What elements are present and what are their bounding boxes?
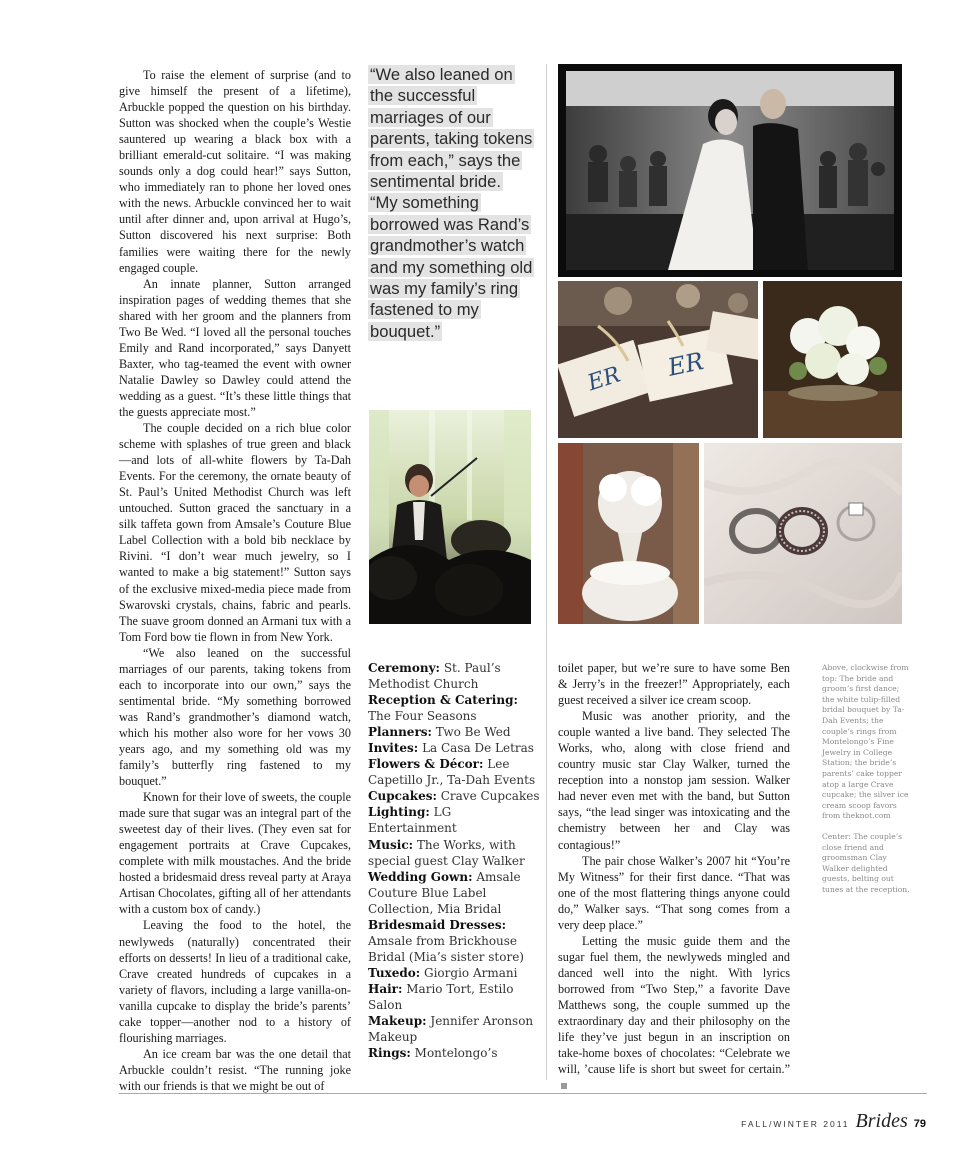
place-cards-photo xyxy=(558,281,758,438)
resource-entry xyxy=(368,981,543,1013)
resource-label: Lighting: xyxy=(368,805,430,820)
svg-text:ER: ER xyxy=(584,362,624,397)
resource-value: Giorgio Armani xyxy=(424,965,518,980)
resource-entry xyxy=(368,660,543,692)
paragraph: “We also leaned on the successful marriages of our parents, taking tokens from each to incorporate into our own,” says the sentimental bride. “My something borrowed was Rand’s grandmother’s diamond watch, which his mother also wore for her vows 30 years ago, and my something old was my family’s butterfly ring fastened to my bouquet.” xyxy=(119,645,351,789)
resource-label: Tuxedo: xyxy=(368,965,421,980)
magazine-logo: Brides xyxy=(855,1110,908,1132)
resource-value: The Works, with special guest Clay Walker xyxy=(368,837,525,868)
resource-label: Reception & Catering: xyxy=(368,693,518,708)
resource-entry xyxy=(368,965,543,981)
resource-label: Wedding Gown: xyxy=(368,869,473,884)
pull-quote-text: “We also leaned on the successful marriages of our parents, taking tokens from each,” says the sentimental bride. “My something borrowed was Rand’s grandmother’s watch and my something old was my family’s ring fastened to my bouquet.” xyxy=(370,65,533,341)
resource-value: Montelongo’s xyxy=(414,1046,498,1061)
paragraph: Leaving the food to the hotel, the newlyweds (naturally) concentrated their efforts on desserts! In lieu of a traditional cake, Crave created hundreds of cupcakes in a variety of flavors, including a large vanilla-on-vanilla cupcake to display the bride’s parents’ cake topper—another nod to a history of flourishing marriages. xyxy=(119,918,351,1045)
resource-entry xyxy=(368,869,543,917)
resource-value: Amsale Couture Blue Label Collection, Mia Bridal xyxy=(368,869,521,916)
resource-label: Flowers & Décor: xyxy=(368,757,484,772)
resource-label: Hair: xyxy=(368,981,403,996)
resource-value: Lee Capetillo Jr., Ta-Dah Events xyxy=(368,757,536,788)
svg-text:ER: ER xyxy=(665,347,707,382)
photo-captions xyxy=(822,663,912,905)
resource-entry xyxy=(368,917,543,965)
paragraph: An ice cream bar was the one detail that Arbuckle couldn’t resist. “The running joke with our friends is that we might be out of xyxy=(119,1046,351,1093)
paragraph: Known for their love of sweets, the couple made sure that sugar was an integral part of the sweetest day of their lives. (They even sat for engagement portraits at Crave Cupcakes, complete with milk moustaches. And the bride hosted a bridesmaid dress reveal party at Araya Artisan Chocolates, gifting all of her attendants with a custom box of candy.) xyxy=(119,790,351,917)
cake-topper-photo xyxy=(558,443,699,624)
page-number: 79 xyxy=(913,1118,926,1130)
resource-value: La Casa De Letras xyxy=(422,741,534,756)
resource-entry xyxy=(368,1013,543,1045)
resource-value: The Four Seasons xyxy=(368,709,477,724)
resource-value: Jennifer Aronson Makeup xyxy=(368,1014,534,1045)
paragraph: The pair chose Walker’s 2007 hit “You’re My Witness” for their first dance. “That was one of the most flattering things anyone could do,” Walker says. “That song comes from a very deep place.” xyxy=(558,853,790,932)
paragraph: An innate planner, Sutton arranged inspiration pages of wedding themes that she shared with her groom and the planners from Two Be Wed. “I loved all the personal touches Emily and Rand incorporated,” says Danyett Baxter, who tag-teamed the event with owner Natalie Dawley so Dawley could attend the wedding as a guest. “It’s these little things that the guests appreciate most.” xyxy=(119,276,351,419)
article-right-column xyxy=(558,660,790,1093)
paragraph: To raise the element of surprise (and to give himself the present of a lifetime), Arbuckle popped the question on his birthday. Sutton was shocked when the couple’s Westie sauntered up wearing a black box with a brilliant emerald-cut solitaire. “I was making sounds only a dog could hear!” says Sutton, who immediately ran to phone her loved ones with the news. Arbuckle convinced her to wait until after dinner and, upon arrival at Hugo’s, Sutton discovered his next surprise: Both families were waiting there for the newly engaged couple. xyxy=(119,68,351,275)
caption-above: Above, clockwise from top: The bride and groom’s first dance; the white tulip-filled bridal bouquet by Ta-Dah Events; the couple’s rings from Montelongo’s Fine Jewelry in College Station; the bride’s parents’ cake topper atop a large Crave cupcake; the silver ice cream scoop favors from theknot.com xyxy=(822,663,909,821)
bouquet-photo xyxy=(763,281,902,438)
resource-entry xyxy=(368,724,543,740)
resource-label: Makeup: xyxy=(368,1014,427,1029)
footer-rule xyxy=(119,1093,927,1094)
resource-entry xyxy=(368,804,543,836)
resource-label: Bridesmaid Dresses: xyxy=(368,917,507,932)
end-mark-icon xyxy=(561,1083,567,1089)
resource-value: Two Be Wed xyxy=(435,725,511,740)
column-divider xyxy=(546,64,547,1080)
page-footer xyxy=(741,1110,926,1133)
caption-center: Center: The couple’s close friend and groomsman Clay Walker delighted guests, belting out tunes at the reception. xyxy=(822,831,910,894)
resource-value: St. Paul’s Methodist Church xyxy=(368,661,501,692)
resource-entry xyxy=(368,837,543,869)
resource-label: Cupcakes: xyxy=(368,789,437,804)
pull-quote xyxy=(368,64,533,342)
singer-photo xyxy=(369,410,531,624)
resource-value: LG Entertainment xyxy=(368,805,457,836)
resource-value: Amsale from Brickhouse Bridal (Mia’s sister store) xyxy=(368,933,524,964)
resource-label: Ceremony: xyxy=(368,661,440,675)
resource-entry xyxy=(368,692,543,724)
resource-label: Music: xyxy=(368,837,414,852)
first-dance-photo xyxy=(558,64,902,277)
paragraph-text: Letting the music guide them and the sugar fuel them, the newlyweds mingled and danced well into the night. With lyrics borrowed from “Two Step,” a favorite Dave Matthews song, the couple summed up the extraordinary day and their philosophy on the life they’ve just begun in an inscription on take-home boxes of chocolates: “Celebrate we will, ’cause life is short but sweet for certain.” xyxy=(558,933,790,1077)
paragraph: Music was another priority, and the couple wanted a live band. They selected The Works, who, along with close friend and country music star Clay Walker, turned the reception into a nonstop jam session. Walker had never even met with the band, but Sutton says, “the lead singer was intoxicating and the chemistry between her and Clay was contagious!” xyxy=(558,709,790,852)
paragraph: toilet paper, but we’re sure to have some Ben & Jerry’s in the freezer!” Appropriately, each guest received a silver ice cream scoop. xyxy=(558,661,790,708)
article-left-column xyxy=(119,67,351,1094)
paragraph xyxy=(558,933,790,1093)
resource-value: Crave Cupcakes xyxy=(440,789,540,804)
vendor-resources-list xyxy=(368,660,543,1061)
rings-photo xyxy=(704,443,902,624)
resource-entry xyxy=(368,756,543,788)
resource-entry xyxy=(368,1045,543,1061)
resource-label: Rings: xyxy=(368,1046,411,1061)
resource-label: Planners: xyxy=(368,725,432,740)
paragraph: The couple decided on a rich blue color scheme with splashes of true green and black—and lots of all-white flowers by Ta-Dah Events. For the ceremony, the ornate beauty of St. Paul’s United Methodist Church was left untouched. Sutton graced the sanctuary in a silk taffeta gown from Amsale’s Couture Blue Label Collection with a bold bib necklace by Rivini. “I don’t wear much jewelry, so I wanted to make a big statement!” Sutton says of the exclusive mixed-media piece made from Swarovski crystals, chains, fabric and pearls. The suave groom donned an Armani tux with a Tom Ford bow tie flown in from New York. xyxy=(119,421,351,644)
resource-label: Invites: xyxy=(368,741,419,756)
resource-entry xyxy=(368,788,543,804)
resource-entry xyxy=(368,740,543,756)
issue-season: FALL/WINTER 2011 xyxy=(741,1119,850,1129)
resource-value: Mario Tort, Estilo Salon xyxy=(368,981,514,1012)
